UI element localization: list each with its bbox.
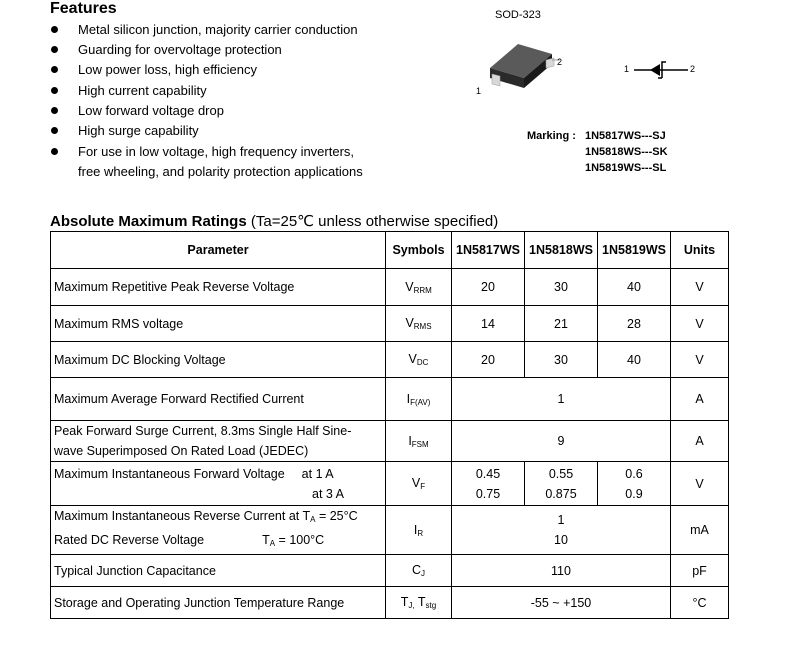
symbol-cell: $V_{DC}$ <box>386 342 452 378</box>
header-1n5819ws: 1N5819WS <box>598 232 671 269</box>
marking-line: 1N5819WS---SL <box>585 162 667 174</box>
symbol-cell: $I_R$ <box>386 506 452 555</box>
ratings-condition: (Ta=25℃ unless otherwise specified) <box>250 213 499 230</box>
marking-line: 1N5818WS---SK <box>585 146 668 158</box>
table-row: Peak Forward Surge Current, 8.3ms Single Half Sine- wave Superimposed On Rated Load (JEDEC) $I_{FSM}$ 9 A <box>51 421 729 462</box>
symbol-cell: $I_{FSM}$ <box>386 421 452 462</box>
bullet-icon <box>51 46 58 53</box>
bullet-icon <box>51 148 58 155</box>
table-row: Storage and Operating Junction Temperature Range $T_{J,}$ $T_{stg}$ -55 ~ +150 °C <box>51 587 729 619</box>
table-row: Typical Junction Capacitance $C_J$ 110 pF <box>51 555 729 587</box>
table-row: Maximum Instantaneous Reverse Current at $T_A = 25^\circ C$ Rated DC Reverse Voltage $T_A = 100^\circ C$ $I_R$ 1 10 mA <box>51 506 729 555</box>
table-row: Maximum Average Forward Rectified Current $I_{F(AV)}$ 1 A <box>51 378 729 421</box>
package-label: SOD-323 <box>495 9 541 21</box>
symbol-cell: $V_F$ <box>386 462 452 506</box>
features-heading: Features <box>50 0 117 17</box>
symbol-cell: $C_J$ <box>386 555 452 587</box>
bullet-icon <box>51 127 58 134</box>
marking-label: Marking : <box>527 130 576 142</box>
table-row: Maximum RMS voltage $V_{RMS}$ 14 21 28 V <box>51 306 729 342</box>
ratings-heading: Absolute Maximum Ratings (Ta=25℃ unless otherwise specified) <box>50 213 499 230</box>
bullet-icon <box>51 107 58 114</box>
header-symbols: Symbols <box>386 232 452 269</box>
bullet-icon <box>51 87 58 94</box>
diode-symbol-icon <box>634 60 688 80</box>
header-1n5817ws: 1N5817WS <box>452 232 525 269</box>
symbol-cell: $T_{J,}$ $T_{stg}$ <box>386 587 452 619</box>
pin1-label: 1 <box>476 86 482 96</box>
table-row: Maximum DC Blocking Voltage $V_{DC}$ 20 30 40 V <box>51 342 729 378</box>
package-image <box>480 38 563 98</box>
symbol-pin2-label: 2 <box>690 64 696 74</box>
symbol-cell: $V_{RRM}$ <box>386 269 452 306</box>
symbol-pin1-label: 1 <box>624 64 630 74</box>
header-units: Units <box>671 232 729 269</box>
table-header-row <box>51 232 729 269</box>
marking-line: 1N5817WS---SJ <box>585 130 666 142</box>
bullet-icon <box>51 66 58 73</box>
pin2-label: 2 <box>557 57 563 67</box>
table-row: Maximum Instantaneous Forward Voltage at 1 A at 3 A $V_F$ 0.45 0.75 0.55 0.875 0.6 0.9 V <box>51 462 729 506</box>
ratings-table <box>50 231 729 619</box>
header-parameter: Parameter <box>51 232 386 269</box>
bullet-icon <box>51 26 58 33</box>
symbol-cell: $I_{F(AV)}$ <box>386 378 452 421</box>
table-row: Maximum Repetitive Peak Reverse Voltage $V_{RRM}$ 20 30 40 V <box>51 269 729 306</box>
symbol-cell: $V_{RMS}$ <box>386 306 452 342</box>
header-1n5818ws: 1N5818WS <box>525 232 598 269</box>
